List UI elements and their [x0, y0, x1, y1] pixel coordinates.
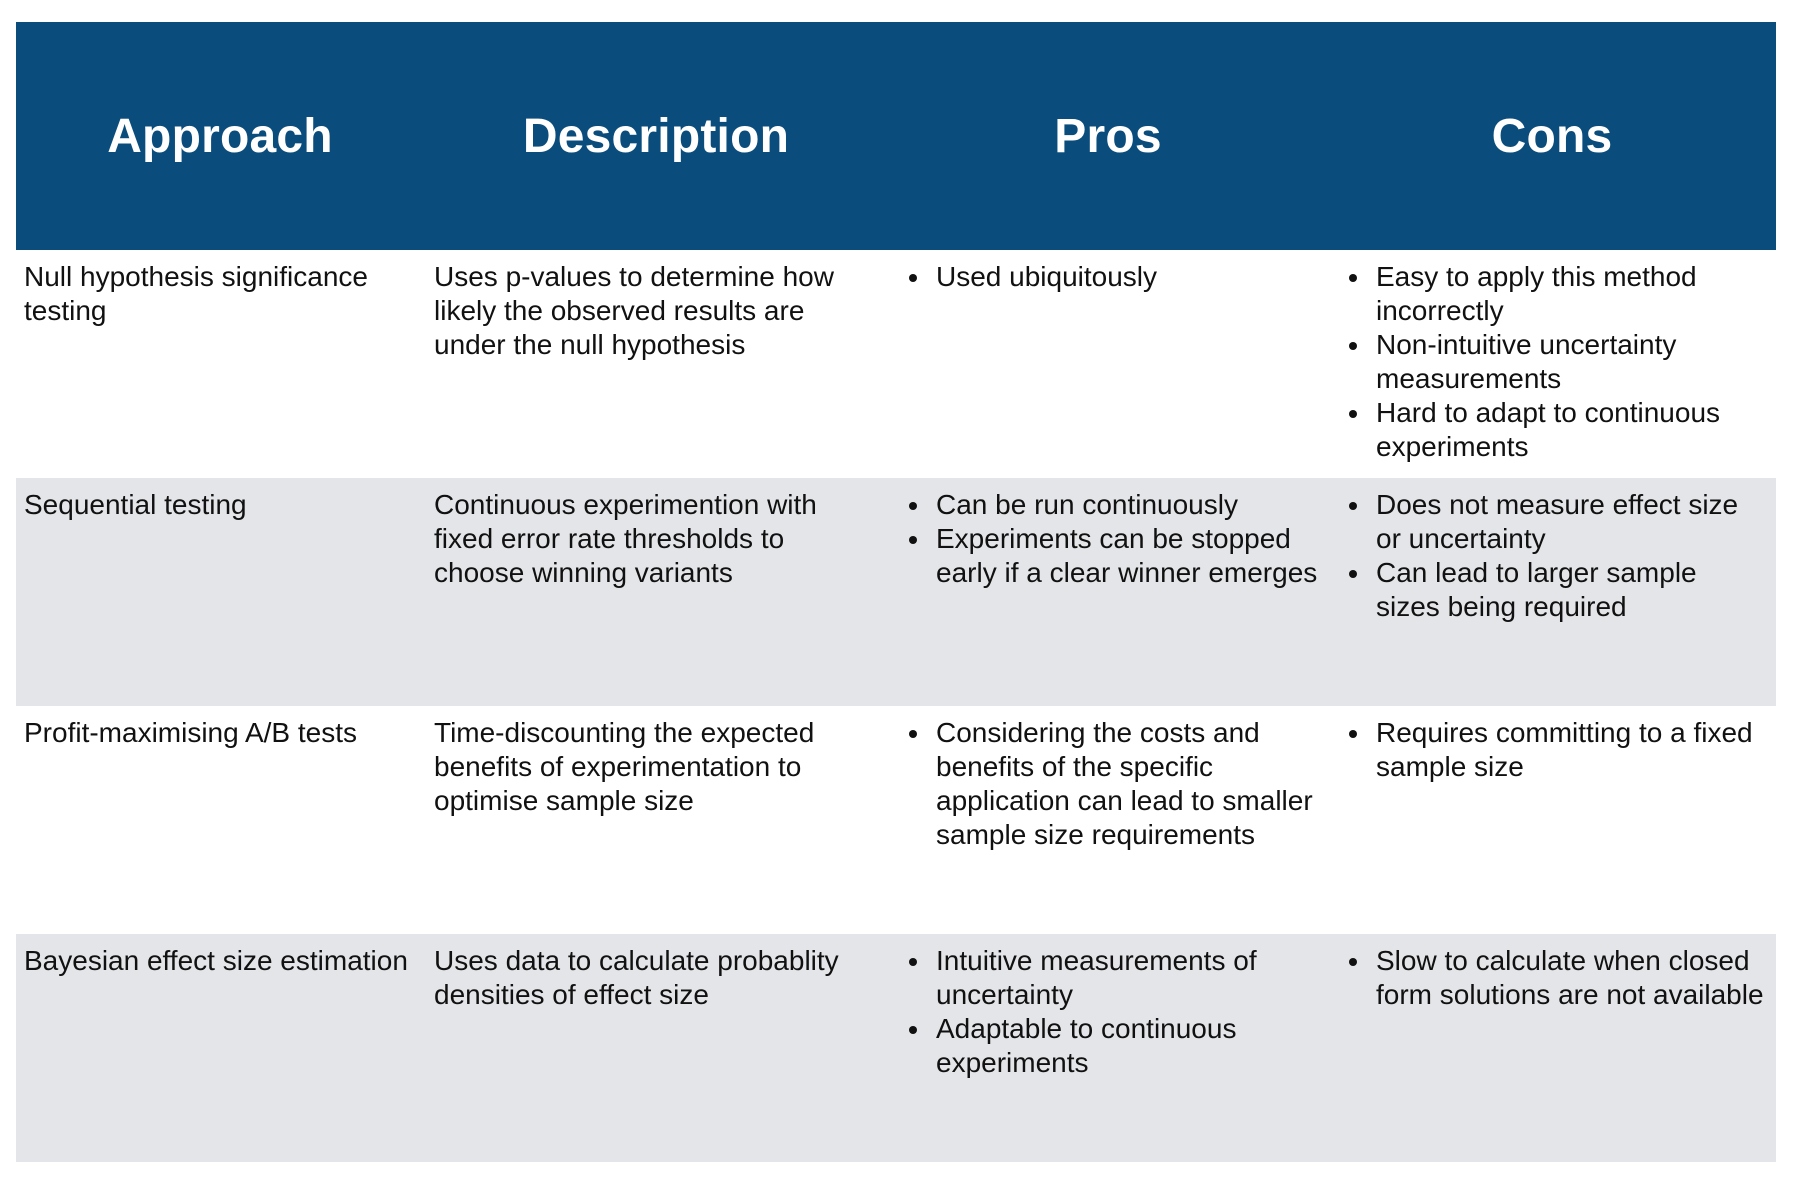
approach-cell: Profit-maximising A/B tests — [24, 717, 357, 748]
cons-item: • Does not measure effect size or uncertainty — [1372, 488, 1766, 556]
cons-list — [1336, 716, 1766, 784]
cons-list — [1336, 488, 1766, 624]
header-pros: Pros — [1054, 109, 1162, 163]
pros-item: • Considering the costs and benefits of the specific application can lead to smaller sample size requirements — [932, 716, 1318, 852]
pros-cell — [888, 934, 1328, 1162]
table-row — [16, 478, 1776, 706]
pros-cell — [888, 706, 1328, 934]
approach-cell: Null hypothesis significance testing — [24, 261, 368, 326]
comparison-table-container — [16, 22, 1776, 1162]
table-row — [16, 250, 1776, 478]
pros-list — [896, 944, 1318, 1080]
cons-item: • Easy to apply this method incorrectly — [1372, 260, 1766, 328]
cons-cell — [1328, 250, 1776, 478]
description-cell: Uses data to calculate probablity densities of effect size — [434, 945, 839, 1010]
table-row — [16, 706, 1776, 934]
table-row — [16, 934, 1776, 1162]
cons-list — [1336, 944, 1766, 1012]
approach-cell: Bayesian effect size estimation — [24, 945, 408, 976]
cons-list — [1336, 260, 1766, 464]
description-cell: Uses p-values to determine how likely the observed results are under the null hypothesis — [434, 261, 834, 360]
pros-list — [896, 488, 1318, 590]
pros-item: • Experiments can be stopped early if a clear winner emerges — [932, 522, 1318, 590]
cons-item: • Slow to calculate when closed form solutions are not available — [1372, 944, 1766, 1012]
header-cons: Cons — [1491, 109, 1613, 163]
cons-item: • Can lead to larger sample sizes being required — [1372, 556, 1766, 624]
pros-cell — [888, 478, 1328, 706]
approach-cell: Sequential testing — [24, 489, 247, 520]
description-cell: Time-discounting the expected benefits of experimentation to optimise sample size — [434, 717, 815, 816]
header-approach: Approach — [107, 109, 333, 163]
pros-list — [896, 716, 1318, 852]
cons-cell — [1328, 478, 1776, 706]
cons-item: • Non-intuitive uncertainty measurements — [1372, 328, 1766, 396]
table-body — [16, 250, 1776, 1162]
pros-list — [896, 260, 1318, 294]
cons-item: • Requires committing to a fixed sample size — [1372, 716, 1766, 784]
ab-testing-approaches-table — [16, 22, 1776, 1162]
cons-cell — [1328, 706, 1776, 934]
cons-cell — [1328, 934, 1776, 1162]
cons-item: • Hard to adapt to continuous experiments — [1372, 396, 1766, 464]
pros-item: • Intuitive measurements of uncertainty — [932, 944, 1318, 1012]
pros-item: • Used ubiquitously — [932, 260, 1318, 294]
header-description: Description — [522, 109, 790, 163]
table-header — [16, 22, 1776, 250]
description-cell: Continuous experimention with fixed error rate thresholds to choose winning variants — [434, 489, 817, 588]
pros-item: • Adaptable to continuous experiments — [932, 1012, 1318, 1080]
pros-item: • Can be run continuously — [932, 488, 1318, 522]
header-row — [16, 22, 1776, 250]
pros-cell — [888, 250, 1328, 478]
